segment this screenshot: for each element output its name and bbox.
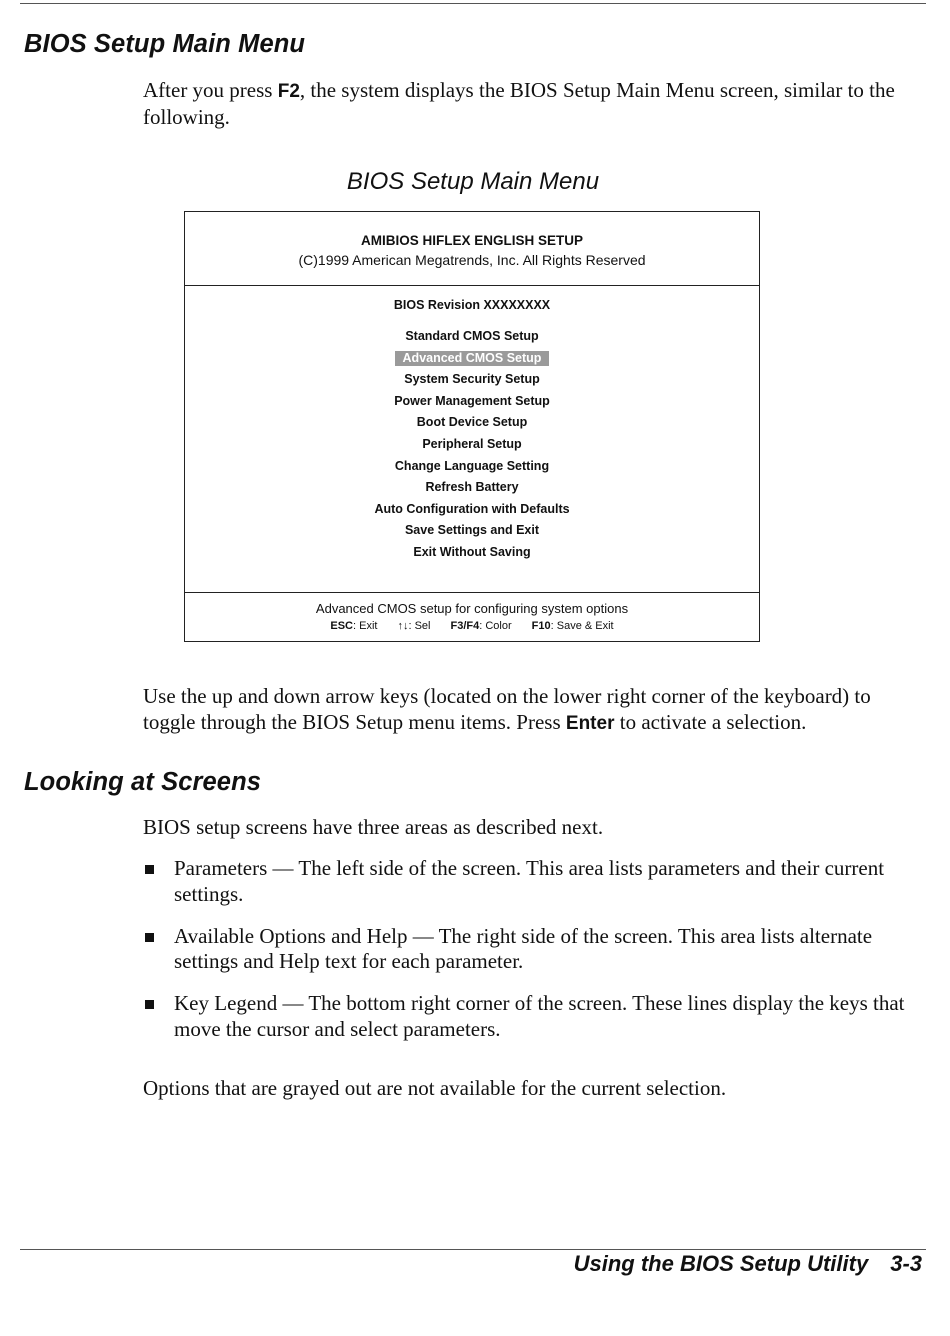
square-bullet-icon: [145, 933, 154, 942]
bios-screen: [184, 211, 760, 642]
bios-menu-item[interactable]: [185, 542, 759, 564]
bios-menu-item[interactable]: [185, 456, 759, 478]
section-heading-looking-at-screens: Looking at Screens: [24, 768, 262, 796]
bios-menu-item[interactable]: [185, 434, 759, 456]
bios-menu-item[interactable]: [185, 369, 759, 391]
bios-menu-item-label: Auto Configuration with Defaults: [374, 501, 570, 516]
footer-page-number: 3-3: [890, 1251, 922, 1276]
page-footer: [574, 1251, 922, 1277]
bios-menu: [185, 326, 759, 564]
footer-chapter-title: Using the BIOS Setup Utility: [573, 1251, 869, 1276]
bios-menu-item-label: Peripheral Setup: [422, 436, 522, 451]
bios-key-legend-entry: ESC: Exit: [330, 620, 378, 632]
bios-header: [185, 212, 759, 286]
bullet-list: [143, 856, 923, 1059]
bios-menu-item-label: Boot Device Setup: [416, 415, 528, 430]
bios-menu-item[interactable]: [185, 348, 759, 370]
bullet-text: Available Options and Help — The right side of the screen. This area lists alternate settings and Help text for each parameter.: [174, 923, 873, 973]
bios-menu-item-label: System Security Setup: [404, 372, 540, 387]
bios-key-action: Color: [485, 620, 512, 632]
bios-key-action: Save & Exit: [556, 620, 614, 632]
screens-intro-paragraph: BIOS setup screens have three areas as described next.: [143, 815, 604, 839]
bullet-item: [143, 991, 923, 1042]
intro-text-before: After you press: [143, 78, 278, 102]
bios-key-legend-entry: F3/F4: Color: [450, 620, 512, 632]
bios-key-name: F10: [531, 620, 551, 632]
bios-header-title: AMIBIOS HIFLEX ENGLISH SETUP: [360, 233, 584, 248]
figure-caption: BIOS Setup Main Menu: [346, 168, 600, 195]
bullet-item: [143, 924, 923, 975]
bios-menu-item[interactable]: [185, 520, 759, 542]
bios-status-description: Advanced CMOS setup for configuring system options: [315, 601, 629, 616]
intro-paragraph: [143, 78, 923, 130]
navigation-text-after: to activate a selection.: [614, 709, 807, 734]
bios-key-action: Sel: [414, 620, 431, 632]
bios-menu-item[interactable]: [185, 412, 759, 434]
grayed-note-paragraph: Options that are grayed out are not available for the current selection.: [143, 1076, 727, 1100]
navigation-paragraph: [143, 684, 923, 736]
bios-menu-item-label: Save Settings and Exit: [404, 523, 540, 538]
bullet-text: Key Legend — The bottom right corner of the screen. These lines display the keys that move the cursor and select parameters.: [174, 991, 905, 1041]
bios-key-name: ESC: [330, 620, 353, 632]
bios-menu-item[interactable]: [185, 391, 759, 413]
bios-menu-item-label: Refresh Battery: [425, 480, 519, 495]
bios-menu-item-label: Advanced CMOS Setup: [395, 351, 550, 366]
bios-revision: BIOS Revision XXXXXXXX: [393, 298, 551, 312]
bios-key-legend-entry: ↑↓: Sel: [397, 620, 431, 632]
navigation-key-enter: Enter: [565, 712, 615, 734]
bios-menu-item-label: Power Management Setup: [394, 393, 550, 408]
bullet-item: [143, 856, 923, 907]
bullet-text: Parameters — The left side of the screen. This area lists parameters and their current settings.: [174, 856, 885, 906]
bios-menu-item[interactable]: [185, 499, 759, 521]
bios-menu-item[interactable]: [185, 477, 759, 499]
square-bullet-icon: [145, 1000, 154, 1009]
bios-menu-item-label: Standard CMOS Setup: [405, 329, 539, 343]
bios-key-name: F3/F4: [450, 620, 480, 632]
bios-menu-item-label: Change Language Setting: [394, 458, 550, 473]
square-bullet-icon: [145, 865, 154, 874]
bios-key-name: ↑↓: [397, 620, 409, 632]
bios-key-action: Exit: [359, 620, 378, 632]
bios-key-legend-entry: F10: Save & Exit: [531, 620, 614, 632]
section-heading-bios-main-menu: BIOS Setup Main Menu: [24, 30, 306, 58]
bios-status-bar: [185, 592, 759, 641]
bios-key-legend: [185, 620, 759, 632]
bios-menu-item-label: Exit Without Saving: [413, 544, 531, 559]
top-rule: [20, 3, 926, 4]
navigation-text-before: Use the up and down arrow keys (located on the lower right corner of the keyboard) to toggle through the BIOS Setup menu items. Press: [143, 684, 871, 734]
bios-menu-item[interactable]: [185, 326, 759, 348]
intro-text-after: , the system displays the BIOS Setup Main Menu screen, similar to the following.: [143, 78, 895, 129]
intro-key-f2: F2: [277, 81, 300, 102]
bios-copyright: (C)1999 American Megatrends, Inc. All Rights Reserved: [298, 252, 646, 268]
bottom-rule: [20, 1249, 926, 1250]
